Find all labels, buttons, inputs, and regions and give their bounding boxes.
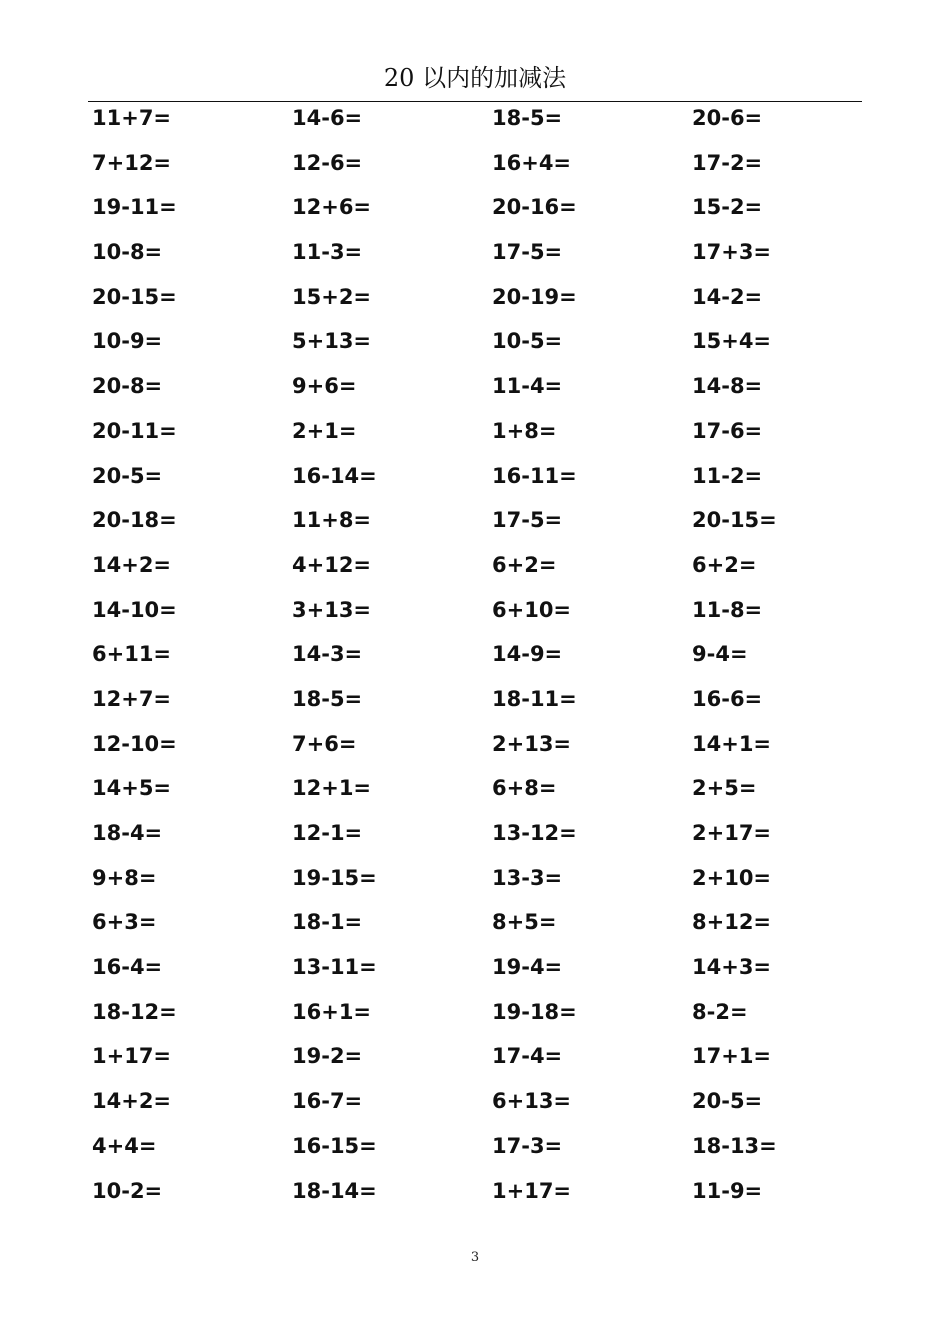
problem-cell: 13-12=: [492, 821, 577, 845]
problem-cell: 11+7=: [92, 106, 172, 130]
problem-cell: 20-18=: [92, 508, 177, 533]
problem-cell: 4+4=: [92, 1133, 157, 1158]
problem-cell: 15+4=: [692, 329, 772, 354]
problem-cell: 17-3=: [492, 1133, 563, 1158]
problem-cell: 16+1=: [292, 999, 372, 1024]
problem-cell: 12+6=: [292, 195, 372, 220]
problem-cell: 4+12=: [292, 552, 372, 577]
problem-cell: 14-10=: [92, 597, 177, 622]
problem-cell: 13-3=: [492, 865, 563, 890]
problem-cell: 17-5=: [492, 240, 563, 265]
problem-cell: 14+1=: [692, 731, 772, 756]
problem-cell: 17-6=: [692, 418, 763, 443]
problem-cell: 15-2=: [692, 195, 763, 220]
problem-cell: 16-7=: [292, 1089, 363, 1114]
problem-cell: 8+5=: [492, 910, 557, 935]
problem-cell: 19-4=: [492, 955, 563, 980]
problem-cell: 16-4=: [92, 955, 163, 980]
problem-cell: 20-16=: [492, 195, 577, 220]
problem-cell: 2+10=: [692, 865, 772, 890]
problem-cell: 1+17=: [92, 1044, 172, 1069]
problem-cell: 6+2=: [692, 552, 757, 577]
problem-cell: 18-5=: [292, 686, 363, 711]
problem-cell: 15+2=: [292, 284, 372, 309]
problem-cell: 20-5=: [92, 463, 163, 488]
problem-cell: 18-4=: [92, 821, 163, 845]
problem-cell: 6+10=: [492, 597, 572, 622]
problem-cell: 18-1=: [292, 910, 363, 935]
problem-cell: 2+5=: [692, 776, 757, 801]
problem-cell: 6+2=: [492, 552, 557, 577]
problem-cell: 16+4=: [492, 150, 572, 175]
problem-cell: 20-15=: [692, 508, 777, 533]
problem-cell: 8+12=: [692, 910, 772, 935]
problem-cell: 20-6=: [692, 106, 763, 130]
problem-cell: 10-5=: [492, 329, 563, 354]
problem-cell: 16-6=: [692, 686, 763, 711]
problem-cell: 18-13=: [692, 1133, 777, 1158]
problem-cell: 17-4=: [492, 1044, 563, 1069]
problem-cell: 7+6=: [292, 731, 357, 756]
problem-cell: 3+13=: [292, 597, 372, 622]
problem-cell: 14-9=: [492, 642, 563, 667]
problem-cell: 13-11=: [292, 955, 377, 980]
problem-cell: 17+3=: [692, 240, 772, 265]
problem-cell: 12+1=: [292, 776, 372, 801]
page-number: 3: [470, 1250, 480, 1265]
problem-cell: 9-4=: [692, 642, 748, 667]
problem-cell: 17-2=: [692, 150, 763, 175]
problem-grid: [92, 96, 892, 1213]
problem-cell: 14+5=: [92, 776, 172, 801]
problem-cell: 16-14=: [292, 463, 377, 488]
problem-cell: 11-9=: [692, 1178, 763, 1203]
problem-cell: 18-5=: [492, 106, 563, 130]
problem-cell: 19-15=: [292, 865, 377, 890]
problem-cell: 8-2=: [692, 999, 748, 1024]
problem-cell: 10-8=: [92, 240, 163, 265]
problem-cell: 12-10=: [92, 731, 177, 756]
problem-cell: 19-2=: [292, 1044, 363, 1069]
problem-cell: 11+8=: [292, 508, 372, 533]
problem-cell: 14-2=: [692, 284, 763, 309]
problem-cell: 18-12=: [92, 999, 177, 1024]
problem-cell: 10-2=: [92, 1178, 163, 1203]
problem-cell: 14-6=: [292, 106, 363, 130]
problem-cell: 11-8=: [692, 597, 763, 622]
problem-cell: 11-3=: [292, 240, 363, 265]
problem-cell: 14-8=: [692, 374, 763, 399]
problem-cell: 17+1=: [692, 1044, 772, 1069]
problem-cell: 6+3=: [92, 910, 157, 935]
problem-cell: 17-5=: [492, 508, 563, 533]
problem-cell: 20-15=: [92, 284, 177, 309]
problem-cell: 20-11=: [92, 418, 177, 443]
problem-cell: 12-6=: [292, 150, 363, 175]
problem-cell: 19-11=: [92, 195, 177, 220]
problem-cell: 14+3=: [692, 955, 772, 980]
problem-cell: 16-15=: [292, 1133, 377, 1158]
problem-cell: 1+17=: [492, 1178, 572, 1203]
problem-cell: 6+13=: [492, 1089, 572, 1114]
problem-cell: 2+1=: [292, 418, 357, 443]
problem-cell: 6+11=: [92, 642, 172, 667]
problem-cell: 5+13=: [292, 329, 372, 354]
problem-cell: 12-1=: [292, 821, 363, 845]
problem-cell: 20-5=: [692, 1089, 763, 1114]
problem-cell: 2+13=: [492, 731, 572, 756]
problem-cell: 11-2=: [692, 463, 763, 488]
page-title: 20 以内的加减法: [383, 64, 567, 92]
problem-cell: 2+17=: [692, 821, 772, 845]
problem-cell: 6+8=: [492, 776, 557, 801]
problem-cell: 18-11=: [492, 686, 577, 711]
problem-cell: 18-14=: [292, 1178, 377, 1203]
problem-cell: 20-8=: [92, 374, 163, 399]
problem-cell: 20-19=: [492, 284, 577, 309]
problem-cell: 9+6=: [292, 374, 357, 399]
problem-cell: 19-18=: [492, 999, 577, 1024]
problem-cell: 14+2=: [92, 552, 172, 577]
problem-cell: 14-3=: [292, 642, 363, 667]
problem-cell: 14+2=: [92, 1089, 172, 1114]
problem-cell: 7+12=: [92, 150, 172, 175]
problem-cell: 16-11=: [492, 463, 577, 488]
problem-cell: 1+8=: [492, 418, 557, 443]
problem-cell: 12+7=: [92, 686, 172, 711]
problem-cell: 10-9=: [92, 329, 163, 354]
problem-cell: 9+8=: [92, 865, 157, 890]
problem-cell: 11-4=: [492, 374, 563, 399]
